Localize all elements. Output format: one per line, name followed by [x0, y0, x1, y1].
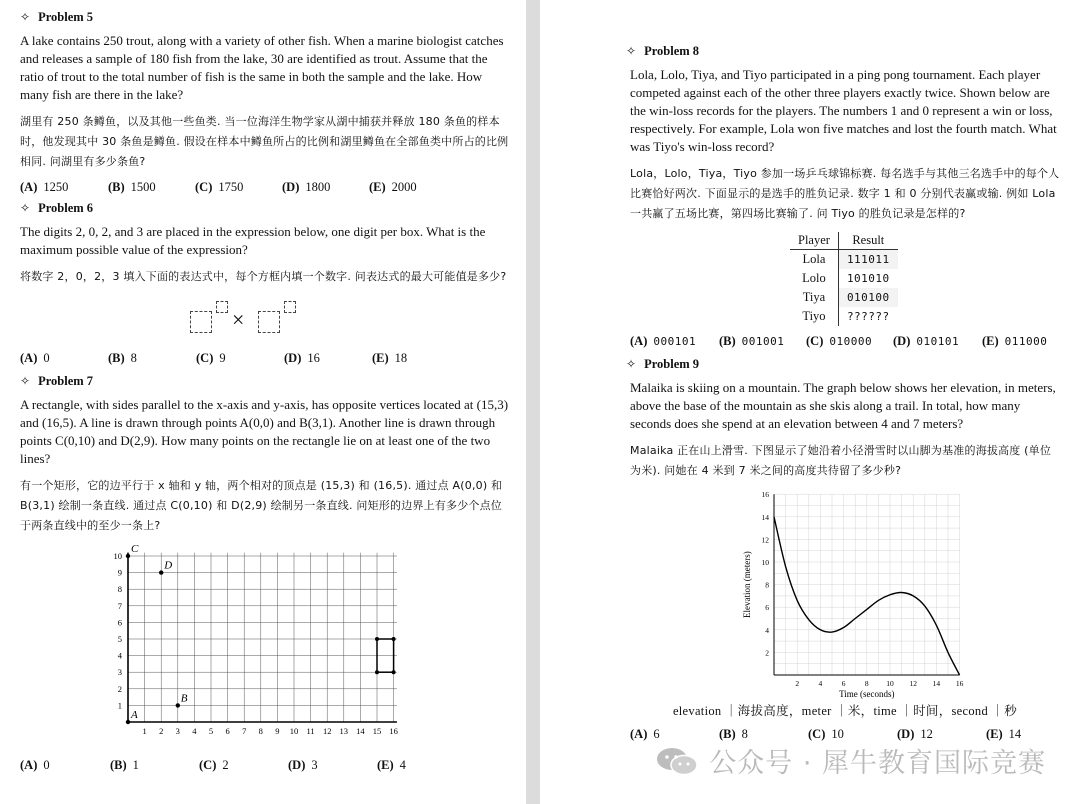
y-tick-label: 6 [117, 617, 122, 628]
x-tick-label: 12 [322, 726, 332, 736]
choice-value: 14 [1008, 727, 1022, 741]
x-tick-label: 4 [192, 726, 197, 736]
problem-8 [626, 44, 1060, 349]
y-tick-label: 3 [117, 667, 122, 678]
choice-value: 2 [222, 758, 229, 772]
choice-e[interactable] [372, 351, 407, 366]
rectangle-vertex [375, 637, 379, 641]
right-page [540, 0, 1080, 804]
choice-d[interactable] [284, 351, 372, 366]
problem-6-english: The digits 2, 0, 2, and 3 are placed in the expression below, one digit per box. What is the maximum possible value of the expression? [20, 224, 486, 257]
digit-box-base-1 [190, 311, 212, 333]
problem-9-chinese: Malaika 正在山上滑雪. 下图显示了她沿着小径滑雪时以山脚为基准的海拔高度 (单位为米). 问她在 4 米到 7 米之间的高度共待留了多少秒? [630, 444, 1052, 477]
table-row [790, 307, 898, 326]
choice-c[interactable] [195, 180, 282, 195]
result-cell: 111011 [838, 250, 897, 270]
x-tick-label: 8 [258, 726, 263, 736]
problem-7-title-text: Problem 7 [38, 374, 94, 388]
y-tick-label: 5 [117, 634, 122, 644]
x-axis-title: Time (seconds) [839, 689, 895, 699]
problem-5-title [20, 10, 512, 25]
result-cell: 101010 [838, 269, 897, 288]
problem-9-choices [630, 727, 1060, 742]
choice-value: 2000 [391, 180, 417, 194]
choice-a[interactable] [20, 180, 108, 195]
elevation-chart [738, 489, 978, 699]
digit-box-base-2 [258, 311, 280, 333]
problem-6-choices [20, 351, 512, 366]
choice-label: (E) [982, 334, 999, 348]
choice-value: 4 [399, 758, 406, 772]
point-a [126, 720, 130, 724]
x-tick-label: 14 [356, 726, 365, 736]
choice-label: (B) [108, 180, 125, 194]
point-label-c: C [131, 544, 139, 555]
choice-label: (A) [20, 180, 38, 194]
problem-9 [626, 357, 1060, 742]
choice-value: 6 [653, 727, 660, 741]
digit-box-exponent-2 [284, 301, 296, 313]
problem-8-chinese: Lola，Lolo，Tiya，Tiyo 参加一场乒乓球锦标赛. 每名选手与其他三名选手中的每个人比赛恰好两次. 下面显示的是选手的胜负记录. 数字 1 和 0 分别代表赢或输. 例如 Lola 一共赢了五场比赛，第四场比赛输了. 问 Tiyo 的胜负记录是怎样的? [630, 167, 1060, 220]
point-c [126, 554, 130, 558]
choice-label: (C) [808, 727, 826, 741]
problem-6 [20, 201, 512, 366]
watermark [655, 741, 1046, 780]
player-cell: Lola [802, 252, 826, 266]
problem-6-title-text: Problem 6 [38, 201, 94, 215]
x-tick-label: 6 [225, 726, 230, 736]
choice-label: (E) [372, 351, 389, 365]
choice-value: 001001 [741, 335, 785, 348]
x-tick-label: 13 [339, 726, 349, 736]
player-cell: Lolo [802, 271, 826, 285]
x-tick-label: 16 [389, 726, 398, 736]
problem-9-english: Malaika is skiing on a mountain. The graph below shows her elevation, in meters, above the base of the mountain as she skis along a trail. In total, how many seconds does she spend at an elevation between 4 and 7 meters? [630, 380, 1056, 431]
x-tick-label: 15 [372, 726, 382, 736]
y-tick-label: 4 [117, 650, 122, 661]
y-tick-label: 2 [117, 683, 122, 694]
y-tick-label: 6 [765, 603, 769, 613]
choice-d[interactable] [897, 727, 986, 742]
choice-label: (D) [893, 334, 911, 348]
choice-value: 10 [831, 727, 844, 741]
problem-7-chinese: 有一个矩形，它的边平行于 x 轴和 y 轴，两个相对的顶点是 (15,3) 和 (16,5). 通过点 A(0,0) 和 B(3,1) 绘制一条直线. 通过点 C(0,10) 和 D(2,9) 绘制另一条直线. 问矩形的边界上有多少个点位于两条直线中的至少一条上? [20, 479, 503, 532]
choice-label: (C) [195, 180, 213, 194]
x-tick-label: 8 [864, 679, 869, 688]
x-tick-label: 10 [289, 726, 299, 736]
rectangle-vertex [392, 670, 396, 674]
choice-value: 3 [311, 758, 318, 772]
problem-7-title [20, 374, 512, 389]
choice-value: 1 [132, 758, 139, 772]
problem-8-title [626, 44, 1060, 59]
point-b [176, 703, 180, 707]
problem-7-choices [20, 758, 512, 773]
x-tick-label: 3 [175, 726, 180, 736]
choice-a[interactable] [20, 758, 110, 773]
choice-value: 9 [219, 351, 226, 365]
player-cell: Tiyo [802, 309, 826, 323]
problem-5-english: A lake contains 250 trout, along with a variety of other fish. When a marine biologist catches and releases a sample of 180 fish from the lake, 30 are identified as trout. Assume that the ratio of trout to the total number of fish is the same in both the sample and the lake. How many fish are there in the lake? [20, 33, 504, 102]
choice-c[interactable] [196, 351, 284, 366]
problem-9-title [626, 357, 1060, 372]
y-tick-label: 4 [765, 625, 769, 635]
expression-diagram [20, 297, 512, 343]
choice-label: (E) [377, 758, 394, 772]
choice-label: (A) [20, 351, 38, 365]
rectangle-vertex [375, 670, 379, 674]
point-label-d: D [164, 559, 173, 572]
choice-label: (D) [897, 727, 915, 741]
x-tick-label: 14 [932, 679, 941, 688]
choice-a[interactable] [630, 727, 719, 742]
problem-5-title-text: Problem 5 [38, 10, 94, 24]
problem-8-choices [630, 334, 1060, 349]
choice-label: (D) [282, 180, 300, 194]
choice-a[interactable] [630, 334, 719, 349]
y-tick-label: 2 [765, 648, 769, 658]
choice-b[interactable] [719, 334, 806, 349]
choice-e[interactable] [986, 727, 1021, 742]
rectangle-vertex [392, 637, 396, 641]
table-row [790, 250, 898, 270]
choice-label: (A) [20, 758, 38, 772]
problem-8-title-text: Problem 8 [644, 44, 700, 58]
choice-label: (A) [630, 727, 648, 741]
choice-value: 18 [394, 351, 408, 365]
x-tick-label: 9 [275, 726, 280, 736]
choice-b[interactable] [108, 351, 196, 366]
choice-label: (C) [199, 758, 217, 772]
problem-8-english: Lola, Lolo, Tiya, and Tiyo participated in a ping pong tournament. Each player competed against each of the other three players exactly twice. Shown below are the win-loss records for the players. The numbers 1 and 0 represent a win or loss, respectively. For example, Lola won five matches and lost the fourth match. What was Tiyo's win-loss record? [630, 67, 1057, 154]
diamond-icon: ✧ [626, 44, 637, 58]
table-row [790, 269, 898, 288]
y-tick-label: 8 [117, 584, 122, 595]
table-header-row [790, 232, 898, 250]
choice-label: (C) [196, 351, 214, 365]
choice-d[interactable] [282, 180, 369, 195]
win-loss-table [790, 232, 898, 326]
problem-7 [20, 374, 512, 773]
page-gap [526, 0, 540, 804]
left-page [0, 0, 526, 804]
x-tick-label: 2 [795, 679, 800, 688]
choice-c[interactable] [199, 758, 288, 773]
choice-value: 000101 [653, 335, 697, 348]
y-tick-label: 1 [117, 700, 122, 711]
x-tick-label: 5 [208, 726, 214, 736]
choice-e[interactable] [369, 180, 417, 195]
choice-value: 1750 [218, 180, 244, 194]
choice-value: 010000 [829, 335, 873, 348]
y-axis-title: Elevation (meters) [742, 551, 752, 618]
y-tick-label: 8 [765, 580, 769, 590]
digit-box-exponent-1 [216, 301, 228, 313]
header-result: Result [838, 232, 897, 250]
diamond-icon: ✧ [20, 201, 31, 215]
choice-label: (D) [288, 758, 306, 772]
y-tick-label: 10 [113, 551, 122, 561]
point-label-b: B [180, 692, 188, 705]
x-tick-label: 16 [955, 679, 964, 688]
choice-value: 010101 [916, 335, 960, 348]
choice-value: 1800 [305, 180, 331, 194]
choice-label: (E) [369, 180, 386, 194]
player-cell: Tiya [802, 290, 826, 304]
choice-label: (A) [630, 334, 648, 348]
choice-value: 8 [741, 727, 748, 741]
choice-c[interactable] [806, 334, 893, 349]
choice-label: (B) [719, 334, 736, 348]
choice-d[interactable] [893, 334, 982, 349]
result-cell: 010100 [838, 288, 897, 307]
diamond-icon: ✧ [20, 10, 31, 24]
choice-b[interactable] [108, 180, 195, 195]
choice-label: (B) [719, 727, 736, 741]
choice-value: 0 [43, 758, 50, 772]
choice-e[interactable] [982, 334, 1047, 349]
choice-value: 0 [43, 351, 50, 365]
choice-d[interactable] [288, 758, 377, 773]
choice-value: 16 [307, 351, 320, 365]
problem-7-english: A rectangle, with sides parallel to the x-axis and y-axis, has opposite vertices located at (15,3) and (16,5). A line is drawn through points A(0,0) and B(3,1). Another line is drawn through points C(0,10) and D(2,9). How many points on the rectangle lie on at least one of the two lines? [20, 397, 509, 466]
point-d [159, 570, 163, 574]
coordinate-grid-chart [90, 544, 420, 744]
x-tick-label: 6 [841, 679, 846, 688]
problem-5-chinese: 湖里有 250 条鳟鱼，以及其他一些鱼类. 当一位海洋生物学家从湖中捕获并释放 180 条鱼的样本时，他发现其中 30 条鱼是鳟鱼. 假设在样本中鳟鱼所占的比例和湖里鳟鱼在全部鱼类中所占的比例相同. 问湖里有多少条鱼? [20, 115, 509, 168]
table-row [790, 288, 898, 307]
translation-legend: elevation ｜海拔高度，meter ｜米，time ｜时间，second ｜秒 [672, 704, 1018, 718]
x-tick-label: 7 [242, 726, 247, 736]
problem-5-choices [20, 180, 512, 195]
choice-a[interactable] [20, 351, 108, 366]
y-tick-label: 9 [117, 567, 122, 578]
x-tick-label: 12 [909, 679, 917, 688]
x-tick-label: 4 [818, 679, 823, 688]
choice-label: (B) [108, 351, 125, 365]
y-tick-label: 16 [761, 490, 769, 500]
choice-e[interactable] [377, 758, 406, 773]
x-tick-label: 2 [159, 726, 164, 736]
point-label-a: A [131, 709, 138, 721]
problem-6-chinese: 将数字 2，0，2，3 填入下面的表达式中，每个方框内填一个数字. 问表达式的最大可能值是多少? [20, 270, 507, 283]
y-tick-label: 10 [761, 558, 769, 567]
choice-label: (E) [986, 727, 1003, 741]
problem-6-title [20, 201, 512, 216]
choice-label: (B) [110, 758, 127, 772]
y-tick-label: 14 [761, 512, 769, 522]
choice-b[interactable] [719, 727, 808, 742]
choice-value: 12 [920, 727, 933, 741]
wechat-icon [655, 746, 699, 776]
choice-value: 1500 [130, 180, 156, 194]
y-tick-label: 12 [761, 535, 769, 545]
times-symbol: × [232, 307, 245, 332]
y-tick-label: 7 [117, 600, 122, 611]
problem-9-title-text: Problem 9 [644, 357, 700, 371]
diamond-icon: ✧ [626, 357, 637, 371]
choice-b[interactable] [110, 758, 199, 773]
header-player: Player [790, 232, 838, 250]
watermark-text: 公众号 · 犀牛教育国际竞赛 [709, 748, 1046, 779]
problem-5 [20, 10, 512, 195]
x-tick-label: 11 [306, 726, 315, 736]
result-cell: ?????? [838, 307, 897, 326]
choice-value: 1250 [43, 180, 69, 194]
choice-value: 8 [130, 351, 137, 365]
x-tick-label: 1 [142, 726, 147, 736]
x-tick-label: 10 [886, 679, 894, 688]
choice-label: (C) [806, 334, 824, 348]
choice-c[interactable] [808, 727, 897, 742]
choice-value: 011000 [1004, 335, 1048, 348]
diamond-icon: ✧ [20, 374, 31, 388]
choice-label: (D) [284, 351, 302, 365]
